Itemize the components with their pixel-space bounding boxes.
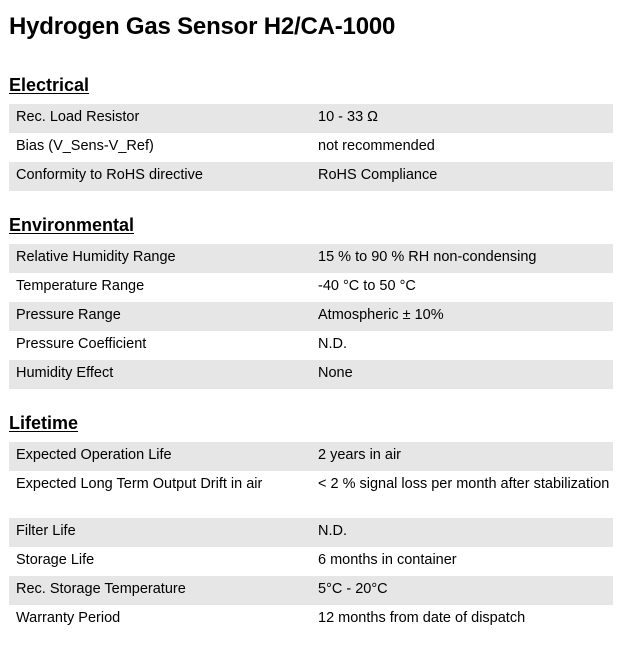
table-row xyxy=(9,518,613,547)
spec-label: Rec. Storage Temperature xyxy=(16,581,186,597)
spec-label: Conformity to RoHS directive xyxy=(16,167,203,183)
spec-label: Expected Operation Life xyxy=(16,447,172,463)
spec-label: Temperature Range xyxy=(16,278,145,294)
spec-value: N.D. xyxy=(318,336,347,352)
spec-value: 15 % to 90 % RH non-condensing xyxy=(318,249,537,265)
table-row xyxy=(9,273,613,302)
table-row xyxy=(9,442,613,471)
spec-label: Rec. Load Resistor xyxy=(16,109,140,125)
table-row xyxy=(9,360,613,389)
spec-value: < 2 % signal loss per month after stabilization xyxy=(318,476,610,492)
section-environmental xyxy=(9,214,613,389)
section-heading: Electrical xyxy=(9,75,90,95)
section-lifetime xyxy=(9,412,613,634)
spec-label: Expected Long Term Output Drift in air xyxy=(16,476,263,492)
section-heading: Lifetime xyxy=(9,413,79,433)
spec-label: Warranty Period xyxy=(16,610,121,626)
table-row xyxy=(9,605,613,634)
spec-label: Bias (V_Sens-V_Ref) xyxy=(16,138,154,154)
table-row xyxy=(9,576,613,605)
table-row xyxy=(9,471,613,518)
spec-value: Atmospheric ± 10% xyxy=(318,307,444,323)
table-row xyxy=(9,547,613,576)
spec-label: Humidity Effect xyxy=(16,365,114,381)
spec-value: None xyxy=(318,365,353,381)
table-row xyxy=(9,133,613,162)
spec-label: Relative Humidity Range xyxy=(16,249,176,265)
spec-value: RoHS Compliance xyxy=(318,167,438,183)
table-row xyxy=(9,331,613,360)
spec-table xyxy=(9,104,613,191)
table-row xyxy=(9,162,613,191)
spec-value: 2 years in air xyxy=(318,447,402,463)
spec-label: Pressure Range xyxy=(16,307,121,323)
spec-label: Storage Life xyxy=(16,552,95,568)
spec-table xyxy=(9,442,613,634)
spec-table xyxy=(9,244,613,389)
spec-label: Pressure Coefficient xyxy=(16,336,147,352)
table-row xyxy=(9,302,613,331)
section-heading: Environmental xyxy=(9,215,135,235)
spec-value: N.D. xyxy=(318,523,347,539)
section-electrical xyxy=(9,74,613,191)
table-row xyxy=(9,104,613,133)
table-row xyxy=(9,244,613,273)
page-title: Hydrogen Gas Sensor H2/CA-1000 xyxy=(9,13,396,40)
spec-value: 12 months from date of dispatch xyxy=(318,610,526,626)
spec-value: 5°C - 20°C xyxy=(318,581,388,597)
spec-label: Filter Life xyxy=(16,523,76,539)
spec-value: not recommended xyxy=(318,138,435,154)
spec-value: 6 months in container xyxy=(318,552,457,568)
spec-value: 10 - 33 Ω xyxy=(318,109,379,125)
spec-value: -40 °C to 50 °C xyxy=(318,278,416,294)
